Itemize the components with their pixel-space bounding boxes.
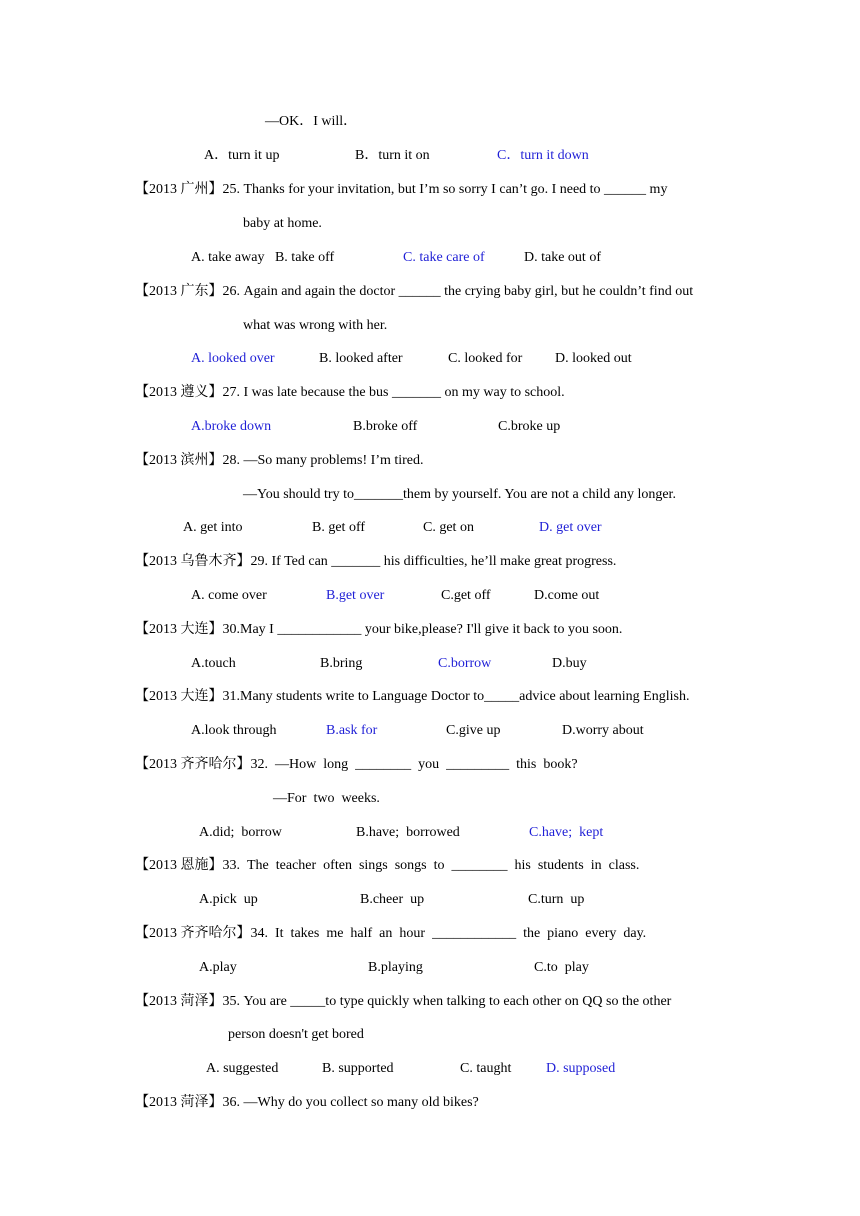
source-tag: 【2013 恩施】 (135, 858, 223, 873)
answer-option: C.broke up (498, 419, 561, 434)
line-text: 28. —So many problems! I’m tired. (222, 453, 424, 468)
answer-option: A. suggested (206, 1061, 279, 1076)
answer-option: A．turn it up (204, 148, 280, 163)
source-tag: 【2013 遵义】 (135, 385, 223, 400)
answer-option: D.buy (552, 656, 587, 671)
answer-option: B.cheer up (360, 892, 425, 907)
answer-option: C.borrow (438, 656, 492, 671)
line-text: person doesn't get bored (228, 1027, 364, 1042)
answer-option: C.turn up (528, 892, 585, 907)
line-text: 26. Again and again the doctor ______ the crying baby girl, but he couldn’t find out (222, 284, 694, 299)
source-tag: 【2013 广东】 (135, 284, 223, 299)
line-text: 31.Many students write to Language Doctor to_____advice about learning English. (222, 689, 690, 704)
line-text: what was wrong with her. (243, 318, 388, 333)
answer-option: A. come over (191, 588, 267, 603)
question-line (135, 1094, 479, 1112)
source-tag: 【2013 齐齐哈尔】 (135, 757, 251, 772)
text-line (243, 215, 322, 233)
answer-option: A.broke down (191, 419, 272, 434)
source-tag: 【2013 菏泽】 (135, 994, 223, 1009)
text-line (243, 317, 387, 335)
line-text: baby at home. (243, 216, 322, 231)
answer-option: C. looked for (448, 351, 523, 366)
line-text: 25. Thanks for your invitation, but I’m so sorry I can’t go. I need to ______ my (222, 182, 668, 197)
answer-option: C. get on (423, 520, 474, 535)
answer-option: C．turn it down (497, 148, 589, 163)
line-text: 27. I was late because the bus _______ on my way to school. (222, 385, 565, 400)
answer-option: D.worry about (562, 723, 644, 738)
line-text: 33. The teacher often sings songs to ________ his students in class. (222, 858, 640, 873)
question-line (135, 283, 693, 301)
answer-option: A.did; borrow (199, 825, 282, 840)
answer-option: C. taught (460, 1061, 512, 1076)
text-line (243, 486, 676, 504)
answer-option: B. get off (312, 520, 366, 535)
source-tag: 【2013 大连】 (135, 689, 223, 704)
answer-option: C.to play (534, 960, 589, 975)
line-text: 29. If Ted can _______ his difficulties, he’ll make great progress. (250, 554, 617, 569)
question-line (135, 925, 646, 943)
answer-option: A.play (199, 960, 237, 975)
answer-option: D.come out (534, 588, 600, 603)
answer-option: C.get off (441, 588, 491, 603)
line-text: —For two weeks. (273, 791, 380, 806)
answer-option: D. supposed (546, 1061, 616, 1076)
answer-option: B.bring (320, 656, 363, 671)
answer-option: B.have; borrowed (356, 825, 460, 840)
answer-option: D. take out of (524, 250, 601, 265)
line-text: 30.May I ____________ your bike,please? I'll give it back to you soon. (222, 622, 623, 637)
answer-option: B. supported (322, 1061, 394, 1076)
answer-option: A.look through (191, 723, 277, 738)
answer-option: B. looked after (319, 351, 403, 366)
source-tag: 【2013 乌鲁木齐】 (135, 554, 251, 569)
line-text: 35. You are _____to type quickly when talking to each other on QQ so the other (222, 994, 672, 1009)
answer-option: A. take away B. take off (191, 250, 335, 265)
text-line (273, 790, 380, 808)
question-line (135, 384, 565, 402)
answer-option: B.playing (368, 960, 423, 975)
question-line (135, 553, 616, 571)
source-tag: 【2013 菏泽】 (135, 1095, 223, 1110)
source-tag: 【2013 齐齐哈尔】 (135, 926, 251, 941)
text-line (228, 1026, 364, 1044)
question-line (135, 621, 622, 639)
answer-option: A.touch (191, 656, 236, 671)
answer-option: A. looked over (191, 351, 275, 366)
question-line (135, 756, 578, 774)
source-tag: 【2013 滨州】 (135, 453, 223, 468)
answer-option: C.give up (446, 723, 501, 738)
answer-option: C. take care of (403, 250, 485, 265)
question-line (135, 993, 671, 1011)
line-text: 36. —Why do you collect so many old bikes? (222, 1095, 479, 1110)
line-text: —OK．I will． (265, 114, 358, 129)
question-line (135, 181, 667, 199)
answer-option: B．turn it on (355, 148, 430, 163)
question-line (135, 857, 639, 875)
answer-option: B.get over (326, 588, 385, 603)
answer-option: C.have; kept (529, 825, 604, 840)
question-line (135, 688, 689, 706)
line-text: —You should try to_______them by yourself. You are not a child any longer. (243, 487, 676, 502)
source-tag: 【2013 大连】 (135, 622, 223, 637)
line-text: 34. It takes me half an hour ____________ the piano every day. (250, 926, 647, 941)
source-tag: 【2013 广州】 (135, 182, 223, 197)
text-line (265, 113, 357, 131)
line-text: 32. —How long ________ you _________ this book? (250, 757, 578, 772)
answer-option: D. get over (539, 520, 602, 535)
answer-option: D. looked out (555, 351, 632, 366)
answer-option: A. get into (183, 520, 243, 535)
answer-option: B.broke off (353, 419, 418, 434)
answer-option: A.pick up (199, 892, 258, 907)
answer-option: B.ask for (326, 723, 378, 738)
question-line (135, 452, 424, 470)
